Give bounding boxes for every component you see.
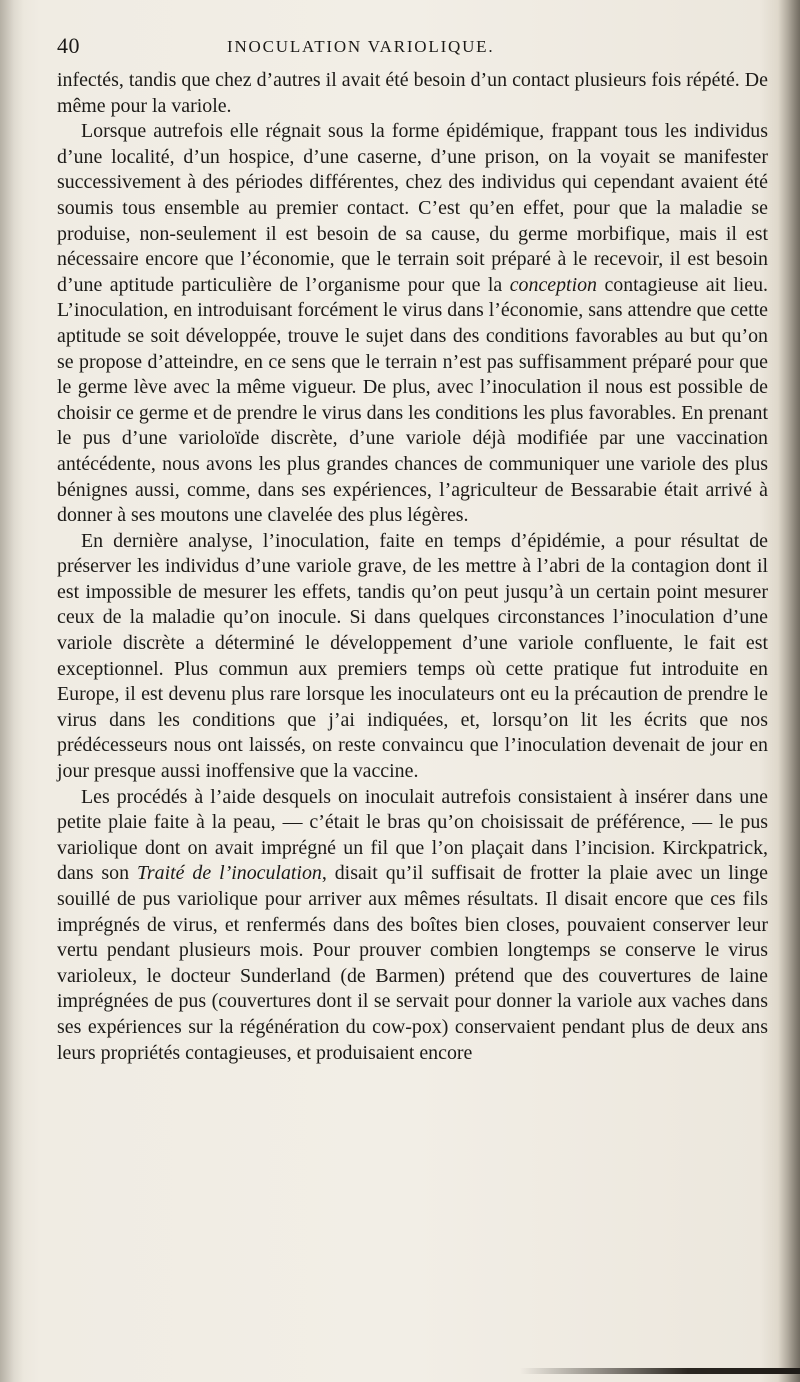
paragraph-procedures: [57, 785, 768, 1067]
paragraph-epidemic: [57, 119, 768, 529]
paragraph-text: infectés, tandis que chez d’autres il avait été besoin d’un contact plusieurs fois répété. De même pour la variole.: [57, 69, 768, 117]
paragraph-text: En dernière analyse, l’inoculation, faite en temps d’épidémie, a pour résultat de préserver les individus d’une variole grave, de les mettre à l’abri de la contagion dont il est impossible de mesurer les effets, tandis qu’on peut jusqu’à un certain point mesurer ceux de la maladie qu’on inocule. Si dans quelques circonstances l’inoculation d’une variole discrète a déterminé le développement d’une variole confluente, le fait est exceptionnel. Plus commun aux premiers temps où cette pratique fut introduite en Europe, il est devenu plus rare lorsque les inoculateurs ont eu la précaution de prendre le virus dans les conditions que j’ai indiquées, et, lorsqu’on lit les écrits que nos prédécesseurs nous ont laissés, on reste convaincu que l’inoculation devenait de jour en jour presque aussi inoffensive que la vaccine.: [57, 529, 768, 783]
paragraph-text-after: , disait qu’il suffisait de frotter la plaie avec un linge souillé de pus variolique pour arriver aux mêmes résultats. Il disait encore que ces fils imprégnés de virus, et renfermés dans des boîtes bien closes, pouvaient conserver leur vertu pendant plusieurs mois. Pour prouver combien longtemps se conserve le virus varioleux, le docteur Sunderland (de Barmen) prétend que des couvertures de laine imprégnées de pus (couvertures dont il se servait pour donner la variole aux vaches dans ses expériences sur la régénération du cow-pox) conservaient pendant plus de deux ans leurs propriétés contagieuses, et produisaient encore: [57, 862, 768, 1064]
running-title: INOCULATION VARIOLIQUE.: [227, 37, 495, 56]
page-spine-shadow: [0, 0, 24, 1382]
book-title-reference: Traité de l’inoculation: [136, 862, 322, 885]
emphasized-term: conception: [509, 273, 597, 296]
page-header: [57, 33, 757, 63]
bottom-edge-shadow: [520, 1368, 800, 1374]
paragraph-text-before: Les procédés à l’aide desquels on inoculait autrefois consistaient à insérer dans une petite plaie faite à la peau, — c’était le bras qu’on choisissait de préférence, — le pus variolique dont on avait imprégné un fil que l’on plaçait dans l’incision. Kirckpatrick, dans son: [57, 785, 768, 885]
page-number: 40: [57, 33, 80, 58]
page-edge-shadow: [778, 0, 800, 1382]
paragraph-analysis: [57, 529, 768, 785]
paragraph-continuation: [57, 68, 768, 119]
paragraph-text-after: contagieuse ait lieu. L’inoculation, en introduisant forcément le virus dans l’économie, sans attendre que cette aptitude se soit développée, trouve le sujet dans des conditions favorables au but qu’on se propose d’atteindre, en ce sens que le terrain n’est pas suffisamment préparé pour que le germe lève avec la même vigueur. De plus, avec l’inoculation il nous est possible de choisir ce germe et de prendre le virus dans les conditions les plus favorables. En prenant le pus d’une varioloïde discrète, d’une variole déjà modifiée par une vaccination antécédente, nous avons les plus grandes chances de communiquer une variole des plus bénignes aussi, comme, dans ses expériences, l’agriculteur de Bessarabie était arrivé à donner à ses moutons une clavelée des plus légères.: [57, 273, 768, 527]
body-text: [57, 68, 768, 1066]
paragraph-text-before: Lorsque autrefois elle régnait sous la forme épidémique, frappant tous les individus d’une localité, d’un hospice, d’une caserne, d’une prison, on la voyait se manifester successivement à des périodes différentes, chez des individus qui cependant avaient été soumis tous ensemble au premier contact. C’est qu’en effet, pour que la maladie se produise, non-seulement il est besoin de sa cause, du germe morbifique, mais il est nécessaire encore que l’économie, que le terrain soit préparé à le recevoir, il est besoin d’une aptitude particulière de l’organisme pour que la: [57, 120, 768, 296]
